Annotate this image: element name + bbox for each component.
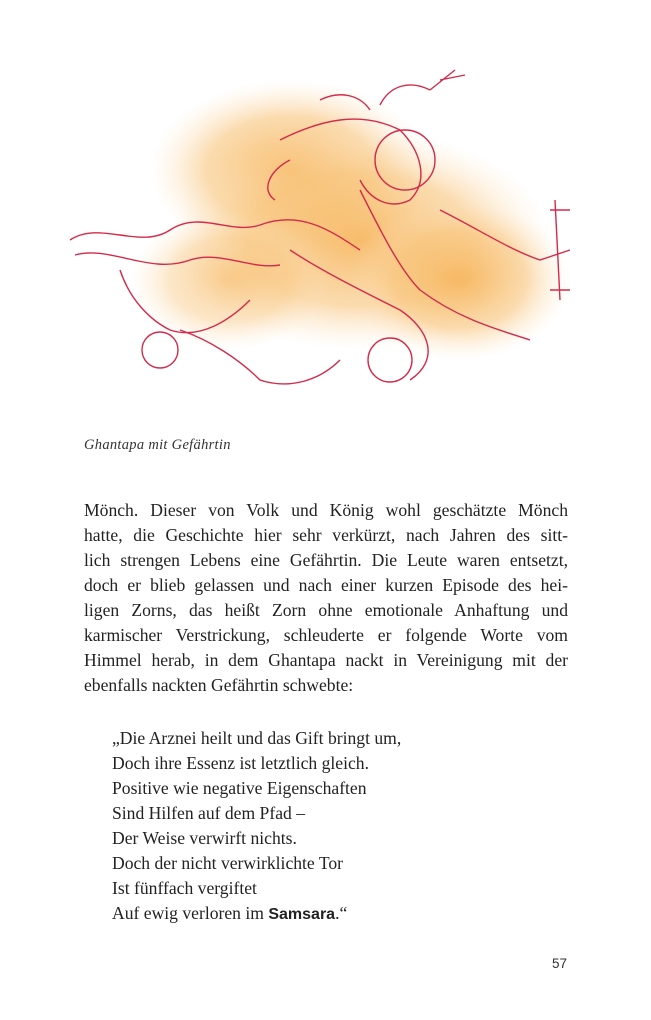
- poem-line: Doch der nicht verwirklichte Tor: [112, 853, 343, 873]
- poem-line-last: [112, 901, 401, 926]
- poem-text: Auf ewig verloren im: [112, 903, 269, 923]
- poem-line: Doch ihre Essenz ist letztlich gleich.: [112, 753, 369, 773]
- paragraph-line: ebenfalls nackten Gefährtin schwebte:: [84, 675, 354, 695]
- poem-line: Ist fünffach vergiftet: [112, 878, 257, 898]
- paragraph-line: karmischer Verstrickung, schleuderte er folgende Worte vom: [84, 625, 568, 645]
- body-paragraph: [84, 498, 568, 698]
- paragraph-line: Himmel herab, in dem Ghantapa nackt in Vereinigung mit der: [84, 650, 568, 670]
- poem-line: Positive wie negative Eigenschaften: [112, 778, 367, 798]
- glossary-term-samsara: Samsara: [268, 906, 336, 923]
- poem-line: „Die Arznei heilt und das Gift bringt um,: [112, 728, 402, 748]
- figure-caption: Ghantapa mit Gefährtin: [84, 437, 231, 453]
- illustration-ghantapa: [60, 60, 600, 420]
- paragraph-line: lich strengen Lebens eine Gefährtin. Die Leute waren entsetzt,: [84, 550, 568, 570]
- paragraph-line: Mönch. Dieser von Volk und König wohl geschätzte Mönch: [84, 500, 568, 520]
- paragraph-line: ligen Zorns, das heißt Zorn ohne emotionale Anhaftung und: [84, 600, 568, 620]
- poem-text: .“: [335, 903, 348, 923]
- page-number: 57: [552, 956, 568, 971]
- poem-line: Der Weise verwirft nichts.: [112, 828, 297, 848]
- paragraph-line: hatte, die Geschichte hier sehr verkürzt, nach Jahren des sitt-: [84, 525, 568, 545]
- poem-quote: [112, 726, 401, 926]
- paragraph-line: doch er blieb gelassen und nach einer kurzen Episode des hei-: [84, 575, 568, 595]
- poem-line: Sind Hilfen auf dem Pfad –: [112, 803, 306, 823]
